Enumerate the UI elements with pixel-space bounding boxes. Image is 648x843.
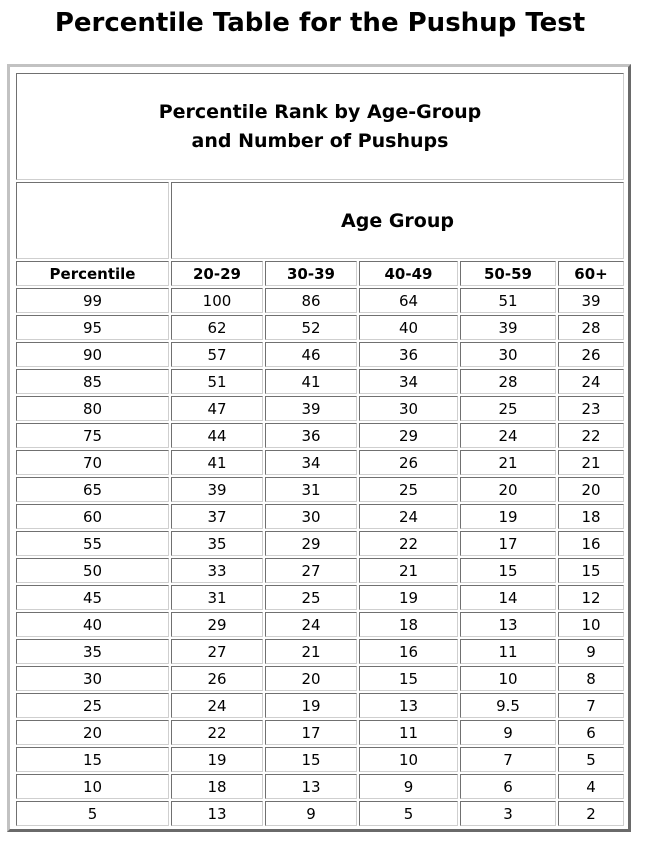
pushup-count-cell: 8: [558, 666, 624, 691]
pushup-count-cell: 18: [359, 612, 458, 637]
percentile-cell: 99: [16, 288, 169, 313]
pushup-count-cell: 5: [359, 801, 458, 826]
pushup-count-cell: 18: [558, 504, 624, 529]
table-row: [16, 747, 624, 772]
pushup-count-cell: 19: [359, 585, 458, 610]
pushup-count-cell: 19: [265, 693, 357, 718]
pushup-count-cell: 34: [265, 450, 357, 475]
table-caption: [16, 73, 624, 180]
pushup-count-cell: 9: [460, 720, 556, 745]
table-row: [16, 720, 624, 745]
pushup-count-cell: 46: [265, 342, 357, 367]
pushup-count-cell: 64: [359, 288, 458, 313]
pushup-count-cell: 15: [558, 558, 624, 583]
percentile-cell: 15: [16, 747, 169, 772]
pushup-count-cell: 21: [265, 639, 357, 664]
table-row: [16, 558, 624, 583]
pushup-count-cell: 21: [359, 558, 458, 583]
pushup-count-cell: 100: [171, 288, 263, 313]
pushup-count-cell: 27: [171, 639, 263, 664]
percentile-cell: 30: [16, 666, 169, 691]
pushup-count-cell: 9: [265, 801, 357, 826]
pushup-count-cell: 36: [359, 342, 458, 367]
pushup-count-cell: 17: [265, 720, 357, 745]
table-row: [16, 315, 624, 340]
table-row: [16, 531, 624, 556]
pushup-count-cell: 30: [359, 396, 458, 421]
table-body: [16, 288, 624, 826]
pushup-count-cell: 9: [558, 639, 624, 664]
pushup-count-cell: 11: [359, 720, 458, 745]
pushup-count-cell: 41: [171, 450, 263, 475]
pushup-count-cell: 39: [265, 396, 357, 421]
pushup-count-cell: 29: [265, 531, 357, 556]
caption-line-1: Percentile Rank by Age-Group: [158, 100, 482, 123]
table-row: [16, 342, 624, 367]
table-row: [16, 639, 624, 664]
pushup-count-cell: 9: [359, 774, 458, 799]
percentile-cell: 45: [16, 585, 169, 610]
pushup-count-cell: 26: [558, 342, 624, 367]
pushup-count-cell: 22: [359, 531, 458, 556]
pushup-count-cell: 39: [558, 288, 624, 313]
percentile-cell: 55: [16, 531, 169, 556]
pushup-count-cell: 39: [171, 477, 263, 502]
pushup-count-cell: 26: [359, 450, 458, 475]
pushup-count-cell: 11: [460, 639, 556, 664]
pushup-count-cell: 13: [171, 801, 263, 826]
caption-line-2: and Number of Pushups: [191, 129, 449, 152]
pushup-count-cell: 3: [460, 801, 556, 826]
pushup-count-cell: 41: [265, 369, 357, 394]
table-row: [16, 612, 624, 637]
pushup-count-cell: 27: [265, 558, 357, 583]
pushup-count-cell: 21: [558, 450, 624, 475]
percentile-cell: 40: [16, 612, 169, 637]
column-header-percentile: Percentile: [16, 261, 169, 286]
column-header-age-60-plus: 60+: [558, 261, 624, 286]
pushup-count-cell: 4: [558, 774, 624, 799]
pushup-count-cell: 30: [265, 504, 357, 529]
column-header-age-30-39: 30-39: [265, 261, 357, 286]
pushup-count-cell: 13: [265, 774, 357, 799]
pushup-count-cell: 86: [265, 288, 357, 313]
pushup-count-cell: 62: [171, 315, 263, 340]
pushup-count-cell: 28: [460, 369, 556, 394]
pushup-count-cell: 36: [265, 423, 357, 448]
pushup-count-cell: 20: [265, 666, 357, 691]
table-row: [16, 396, 624, 421]
pushup-count-cell: 19: [460, 504, 556, 529]
table-row: [16, 477, 624, 502]
pushup-count-cell: 25: [265, 585, 357, 610]
table-row: [16, 369, 624, 394]
table-row: [16, 585, 624, 610]
percentile-cell: 20: [16, 720, 169, 745]
pushup-count-cell: 23: [558, 396, 624, 421]
pushup-count-cell: 34: [359, 369, 458, 394]
pushup-count-cell: 24: [265, 612, 357, 637]
pushup-count-cell: 6: [558, 720, 624, 745]
percentile-cell: 65: [16, 477, 169, 502]
pushup-count-cell: 35: [171, 531, 263, 556]
pushup-count-cell: 6: [460, 774, 556, 799]
empty-corner-cell: [16, 182, 169, 259]
pushup-count-cell: 13: [460, 612, 556, 637]
pushup-count-cell: 40: [359, 315, 458, 340]
pushup-count-cell: 33: [171, 558, 263, 583]
pushup-count-cell: 20: [460, 477, 556, 502]
column-header-row: [16, 261, 624, 286]
percentile-cell: 95: [16, 315, 169, 340]
percentile-cell: 80: [16, 396, 169, 421]
page-title: Percentile Table for the Pushup Test: [54, 8, 586, 38]
pushup-count-cell: 30: [460, 342, 556, 367]
pushup-count-cell: 51: [460, 288, 556, 313]
pushup-count-cell: 15: [265, 747, 357, 772]
pushup-count-cell: 24: [460, 423, 556, 448]
pushup-count-cell: 39: [460, 315, 556, 340]
pushup-count-cell: 21: [460, 450, 556, 475]
pushup-count-cell: 20: [558, 477, 624, 502]
pushup-count-cell: 44: [171, 423, 263, 448]
table-row: [16, 693, 624, 718]
percentile-cell: 85: [16, 369, 169, 394]
pushup-count-cell: 22: [558, 423, 624, 448]
pushup-count-cell: 24: [558, 369, 624, 394]
column-header-age-40-49: 40-49: [359, 261, 458, 286]
table-row: [16, 288, 624, 313]
pushup-count-cell: 10: [460, 666, 556, 691]
pushup-count-cell: 47: [171, 396, 263, 421]
pushup-count-cell: 18: [171, 774, 263, 799]
percentile-cell: 25: [16, 693, 169, 718]
pushup-count-cell: 16: [558, 531, 624, 556]
pushup-count-cell: 2: [558, 801, 624, 826]
table-row: [16, 504, 624, 529]
pushup-count-cell: 16: [359, 639, 458, 664]
pushup-count-cell: 10: [359, 747, 458, 772]
pushup-count-cell: 24: [171, 693, 263, 718]
percentile-cell: 75: [16, 423, 169, 448]
table-row: [16, 801, 624, 826]
pushup-count-cell: 5: [558, 747, 624, 772]
percentile-cell: 10: [16, 774, 169, 799]
percentile-cell: 35: [16, 639, 169, 664]
pushup-count-cell: 28: [558, 315, 624, 340]
percentile-cell: 5: [16, 801, 169, 826]
pushup-count-cell: 15: [460, 558, 556, 583]
percentile-cell: 90: [16, 342, 169, 367]
pushup-count-cell: 17: [460, 531, 556, 556]
percentile-cell: 50: [16, 558, 169, 583]
pushup-count-cell: 57: [171, 342, 263, 367]
pushup-count-cell: 19: [171, 747, 263, 772]
pushup-count-cell: 7: [558, 693, 624, 718]
pushup-count-cell: 14: [460, 585, 556, 610]
percentile-cell: 60: [16, 504, 169, 529]
table-row: [16, 423, 624, 448]
pushup-count-cell: 25: [359, 477, 458, 502]
column-header-age-50-59: 50-59: [460, 261, 556, 286]
pushup-count-cell: 52: [265, 315, 357, 340]
table-row: [16, 774, 624, 799]
pushup-count-cell: 22: [171, 720, 263, 745]
pushup-count-cell: 9.5: [460, 693, 556, 718]
age-group-label: Age Group: [171, 182, 624, 259]
percentile-table: [14, 71, 626, 828]
column-header-age-20-29: 20-29: [171, 261, 263, 286]
pushup-count-cell: 29: [171, 612, 263, 637]
pushup-count-cell: 26: [171, 666, 263, 691]
pushup-count-cell: 12: [558, 585, 624, 610]
pushup-count-cell: 7: [460, 747, 556, 772]
pushup-count-cell: 31: [171, 585, 263, 610]
table-row: [16, 450, 624, 475]
pushup-count-cell: 51: [171, 369, 263, 394]
pushup-count-cell: 25: [460, 396, 556, 421]
pushup-count-cell: 37: [171, 504, 263, 529]
pushup-count-cell: 15: [359, 666, 458, 691]
percentile-cell: 70: [16, 450, 169, 475]
pushup-count-cell: 29: [359, 423, 458, 448]
table-row: [16, 666, 624, 691]
pushup-count-cell: 31: [265, 477, 357, 502]
pushup-count-cell: 10: [558, 612, 624, 637]
pushup-count-cell: 13: [359, 693, 458, 718]
table-frame: [7, 64, 631, 832]
pushup-count-cell: 24: [359, 504, 458, 529]
